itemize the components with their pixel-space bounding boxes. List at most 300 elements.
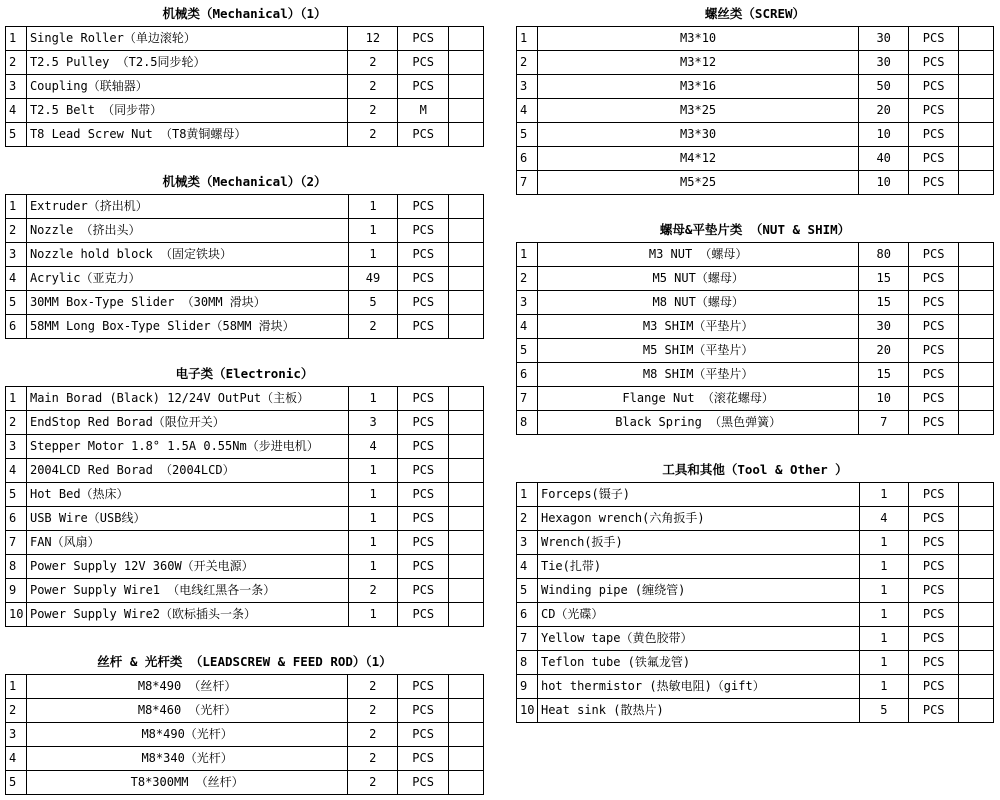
item-unit: PCS: [909, 147, 959, 171]
row-index: 5: [517, 123, 538, 147]
item-unit: PCS: [909, 363, 959, 387]
item-name: Wrench(扳手): [537, 531, 859, 555]
row-index: 5: [6, 291, 27, 315]
item-quantity: 2: [348, 771, 398, 795]
table-row: [6, 291, 484, 315]
item-name: M3 NUT （螺母）: [537, 243, 858, 267]
item-name: Coupling（联轴器）: [26, 75, 348, 99]
blank-cell: [959, 531, 994, 555]
item-unit: PCS: [909, 675, 959, 699]
row-index: 9: [6, 579, 27, 603]
table-row: [6, 219, 484, 243]
item-name: Tie(扎带): [537, 555, 859, 579]
blank-cell: [449, 747, 484, 771]
item-unit: PCS: [909, 339, 959, 363]
item-quantity: 1: [348, 483, 398, 507]
blank-cell: [449, 123, 484, 147]
section-title: 工具和其他（Tool & Other ）: [662, 462, 848, 477]
row-index: 1: [6, 195, 27, 219]
row-index: 4: [6, 747, 27, 771]
item-unit: PCS: [909, 387, 959, 411]
table-row: [517, 27, 994, 51]
blank-cell: [959, 387, 994, 411]
row-index: 4: [517, 99, 538, 123]
row-index: 2: [6, 411, 27, 435]
blank-cell: [449, 483, 484, 507]
item-unit: PCS: [909, 603, 959, 627]
table-row: [517, 483, 994, 507]
item-quantity: 1: [859, 579, 909, 603]
item-name: Hot Bed（热床）: [26, 483, 348, 507]
item-name: Power Supply Wire1 （电线红黑各一条）: [26, 579, 348, 603]
item-name: M8*340（光杆）: [26, 747, 347, 771]
row-index: 8: [517, 411, 538, 435]
table-row: [6, 195, 484, 219]
row-index: 7: [517, 387, 538, 411]
item-name: Forceps(镊子): [537, 483, 859, 507]
item-quantity: 2: [348, 675, 398, 699]
item-unit: PCS: [909, 243, 959, 267]
table-row: [517, 579, 994, 603]
blank-cell: [449, 507, 484, 531]
item-quantity: 2: [348, 123, 398, 147]
section-title: 螺母&平垫片类 （NUT & SHIM）: [659, 222, 851, 237]
item-name: M8*460 （光杆）: [26, 699, 347, 723]
table-row: [6, 603, 484, 627]
item-quantity: 40: [859, 147, 909, 171]
item-unit: PCS: [398, 771, 449, 795]
table-row: [517, 699, 994, 723]
row-index: 5: [6, 123, 27, 147]
item-name: M3*30: [537, 123, 858, 147]
item-quantity: 15: [859, 291, 909, 315]
table-row: [517, 291, 994, 315]
item-quantity: 1: [348, 459, 398, 483]
blank-cell: [959, 27, 994, 51]
item-name: EndStop Red Borad（限位开关）: [26, 411, 348, 435]
row-index: 10: [517, 699, 538, 723]
row-index: 1: [6, 675, 27, 699]
table-row: [517, 147, 994, 171]
blank-cell: [959, 267, 994, 291]
blank-cell: [449, 675, 484, 699]
item-name: M4*12: [537, 147, 858, 171]
item-unit: PCS: [909, 27, 959, 51]
row-index: 6: [517, 363, 538, 387]
item-unit: PCS: [398, 267, 449, 291]
item-quantity: 49: [348, 267, 398, 291]
table-row: [6, 27, 484, 51]
row-index: 9: [517, 675, 538, 699]
item-unit: PCS: [398, 219, 449, 243]
item-quantity: 30: [859, 51, 909, 75]
item-unit: PCS: [398, 459, 449, 483]
parts-table: [5, 26, 484, 147]
item-unit: PCS: [398, 291, 449, 315]
table-row: [6, 51, 484, 75]
item-unit: PCS: [398, 411, 449, 435]
row-index: 3: [6, 723, 27, 747]
item-unit: PCS: [398, 315, 449, 339]
item-name: M8*490（光杆）: [26, 723, 347, 747]
item-unit: PCS: [909, 411, 959, 435]
row-index: 6: [6, 507, 27, 531]
item-unit: PCS: [909, 171, 959, 195]
row-index: 4: [6, 459, 27, 483]
blank-cell: [959, 555, 994, 579]
row-index: 1: [517, 27, 538, 51]
item-name: 30MM Box-Type Slider （30MM 滑块）: [26, 291, 348, 315]
blank-cell: [449, 555, 484, 579]
row-index: 6: [517, 147, 538, 171]
item-name: Hexagon wrench(六角扳手): [537, 507, 859, 531]
table-row: [6, 243, 484, 267]
item-name: T8*300MM （丝杆）: [26, 771, 347, 795]
item-name: T2.5 Pulley （T2.5同步轮）: [26, 51, 348, 75]
blank-cell: [959, 75, 994, 99]
table-row: [6, 507, 484, 531]
item-quantity: 80: [859, 243, 909, 267]
row-index: 8: [517, 651, 538, 675]
item-name: M8*490 （丝杆）: [26, 675, 347, 699]
blank-cell: [959, 291, 994, 315]
table-row: [6, 771, 484, 795]
row-index: 2: [517, 507, 538, 531]
item-unit: PCS: [398, 675, 449, 699]
item-name: 2004LCD Red Borad （2004LCD）: [26, 459, 348, 483]
row-index: 5: [6, 483, 27, 507]
table-row: [6, 531, 484, 555]
row-index: 2: [517, 267, 538, 291]
table-row: [517, 675, 994, 699]
blank-cell: [449, 459, 484, 483]
row-index: 1: [6, 27, 27, 51]
item-quantity: 2: [348, 51, 398, 75]
table-row: [6, 675, 484, 699]
item-name: M5 SHIM（平垫片）: [537, 339, 858, 363]
row-index: 8: [6, 555, 27, 579]
blank-cell: [959, 603, 994, 627]
item-quantity: 2: [348, 99, 398, 123]
item-quantity: 1: [859, 651, 909, 675]
item-quantity: 10: [859, 387, 909, 411]
item-name: Power Supply 12V 360W（开关电源）: [26, 555, 348, 579]
item-unit: PCS: [398, 27, 449, 51]
parts-table: [5, 194, 484, 339]
table-row: [6, 555, 484, 579]
item-name: Acrylic（亚克力）: [26, 267, 348, 291]
item-unit: PCS: [909, 123, 959, 147]
item-unit: PCS: [909, 555, 959, 579]
item-name: M8 NUT（螺母）: [537, 291, 858, 315]
blank-cell: [449, 195, 484, 219]
table-row: [6, 75, 484, 99]
blank-cell: [449, 75, 484, 99]
blank-cell: [449, 699, 484, 723]
blank-cell: [449, 723, 484, 747]
item-quantity: 30: [859, 315, 909, 339]
item-name: hot thermistor (热敏电阻)（gift）: [537, 675, 859, 699]
section-title: 机械类（Mechanical）（1）: [162, 6, 327, 21]
item-unit: PCS: [398, 555, 449, 579]
blank-cell: [449, 291, 484, 315]
table-row: [517, 123, 994, 147]
item-quantity: 2: [348, 723, 398, 747]
table-row: [6, 267, 484, 291]
parts-table: [516, 482, 994, 723]
item-unit: PCS: [909, 267, 959, 291]
table-row: [6, 483, 484, 507]
item-quantity: 1: [859, 675, 909, 699]
item-name: Extruder（挤出机）: [26, 195, 348, 219]
item-quantity: 2: [348, 699, 398, 723]
table-row: [517, 171, 994, 195]
item-unit: PCS: [398, 75, 449, 99]
blank-cell: [959, 171, 994, 195]
blank-cell: [449, 387, 484, 411]
item-name: M3*10: [537, 27, 858, 51]
table-row: [6, 747, 484, 771]
item-quantity: 2: [348, 315, 398, 339]
item-unit: PCS: [909, 531, 959, 555]
row-index: 1: [517, 243, 538, 267]
blank-cell: [959, 315, 994, 339]
item-unit: PCS: [398, 243, 449, 267]
item-quantity: 15: [859, 363, 909, 387]
item-name: 58MM Long Box-Type Slider（58MM 滑块）: [26, 315, 348, 339]
item-unit: PCS: [398, 579, 449, 603]
blank-cell: [449, 603, 484, 627]
blank-cell: [449, 27, 484, 51]
item-name: Power Supply Wire2（欧标插头一条）: [26, 603, 348, 627]
parts-table: [5, 386, 484, 627]
table-row: [6, 315, 484, 339]
item-quantity: 1: [348, 387, 398, 411]
item-quantity: 20: [859, 99, 909, 123]
parts-table: [516, 26, 994, 195]
table-row: [517, 267, 994, 291]
row-index: 6: [517, 603, 538, 627]
table-row: [517, 51, 994, 75]
blank-cell: [959, 51, 994, 75]
item-name: M8 SHIM（平垫片）: [537, 363, 858, 387]
blank-cell: [959, 579, 994, 603]
item-name: Black Spring （黑色弹簧）: [537, 411, 858, 435]
parts-table: [5, 674, 484, 795]
item-quantity: 1: [348, 603, 398, 627]
table-row: [517, 555, 994, 579]
row-index: 4: [517, 315, 538, 339]
row-index: 4: [6, 267, 27, 291]
item-name: T2.5 Belt （同步带）: [26, 99, 348, 123]
section-title: 螺丝类（SCREW）: [704, 6, 806, 21]
row-index: 2: [6, 219, 27, 243]
item-unit: PCS: [909, 291, 959, 315]
table-row: [517, 387, 994, 411]
table-row: [517, 411, 994, 435]
table-row: [6, 435, 484, 459]
item-quantity: 10: [859, 171, 909, 195]
item-name: Nozzle （挤出头）: [26, 219, 348, 243]
table-row: [517, 507, 994, 531]
item-name: Single Roller（单边滚轮）: [26, 27, 348, 51]
table-row: [517, 99, 994, 123]
item-name: Teflon tube (铁氟龙管): [537, 651, 859, 675]
item-quantity: 2: [348, 747, 398, 771]
item-quantity: 1: [348, 555, 398, 579]
blank-cell: [959, 147, 994, 171]
row-index: 3: [6, 435, 27, 459]
item-name: M3*25: [537, 99, 858, 123]
row-index: 6: [6, 315, 27, 339]
blank-cell: [959, 651, 994, 675]
item-name: FAN（风扇）: [26, 531, 348, 555]
table-row: [6, 123, 484, 147]
row-index: 2: [517, 51, 538, 75]
parts-table: [516, 242, 994, 435]
item-unit: PCS: [909, 651, 959, 675]
item-quantity: 5: [348, 291, 398, 315]
blank-cell: [959, 675, 994, 699]
blank-cell: [959, 507, 994, 531]
section-title: 电子类（Electronic）: [175, 366, 314, 381]
table-row: [6, 411, 484, 435]
item-quantity: 4: [348, 435, 398, 459]
row-index: 7: [6, 531, 27, 555]
blank-cell: [959, 699, 994, 723]
blank-cell: [449, 267, 484, 291]
item-name: M3 SHIM（平垫片）: [537, 315, 858, 339]
item-name: Flange Nut （滚花螺母）: [537, 387, 858, 411]
item-quantity: 2: [348, 75, 398, 99]
item-quantity: 7: [859, 411, 909, 435]
blank-cell: [959, 99, 994, 123]
item-unit: PCS: [909, 579, 959, 603]
blank-cell: [449, 579, 484, 603]
blank-cell: [959, 627, 994, 651]
item-unit: PCS: [398, 723, 449, 747]
table-row: [6, 579, 484, 603]
item-quantity: 1: [859, 483, 909, 507]
item-unit: PCS: [398, 387, 449, 411]
item-unit: PCS: [909, 483, 959, 507]
item-quantity: 2: [348, 579, 398, 603]
row-index: 10: [6, 603, 27, 627]
table-row: [517, 243, 994, 267]
item-unit: PCS: [909, 315, 959, 339]
item-name: Stepper Motor 1.8° 1.5A 0.55Nm（步进电机）: [26, 435, 348, 459]
table-row: [517, 75, 994, 99]
item-unit: PCS: [398, 51, 449, 75]
item-unit: PCS: [398, 531, 449, 555]
blank-cell: [449, 99, 484, 123]
item-unit: PCS: [909, 75, 959, 99]
blank-cell: [449, 411, 484, 435]
item-quantity: 1: [859, 555, 909, 579]
item-unit: M: [398, 99, 449, 123]
item-quantity: 20: [859, 339, 909, 363]
item-quantity: 1: [348, 243, 398, 267]
item-quantity: 50: [859, 75, 909, 99]
row-index: 3: [517, 75, 538, 99]
item-name: Main Borad (Black) 12/24V OutPut（主板）: [26, 387, 348, 411]
item-quantity: 3: [348, 411, 398, 435]
item-name: USB Wire（USB线）: [26, 507, 348, 531]
section-title: 丝杆 & 光杆类 （LEADSCREW & FEED ROD）（1）: [97, 654, 392, 669]
item-unit: PCS: [398, 195, 449, 219]
row-index: 2: [6, 51, 27, 75]
blank-cell: [449, 435, 484, 459]
item-unit: PCS: [909, 99, 959, 123]
blank-cell: [449, 531, 484, 555]
item-quantity: 1: [859, 603, 909, 627]
table-row: [6, 723, 484, 747]
item-quantity: 1: [859, 627, 909, 651]
item-unit: PCS: [909, 51, 959, 75]
item-unit: PCS: [909, 627, 959, 651]
item-quantity: 10: [859, 123, 909, 147]
item-unit: PCS: [398, 747, 449, 771]
item-quantity: 30: [859, 27, 909, 51]
item-name: M3*16: [537, 75, 858, 99]
row-index: 5: [517, 579, 538, 603]
blank-cell: [449, 243, 484, 267]
item-unit: PCS: [398, 699, 449, 723]
blank-cell: [959, 411, 994, 435]
item-unit: PCS: [398, 435, 449, 459]
row-index: 3: [517, 531, 538, 555]
item-name: M5 NUT（螺母）: [537, 267, 858, 291]
table-row: [6, 387, 484, 411]
item-unit: PCS: [398, 507, 449, 531]
item-name: Nozzle hold block （固定铁块）: [26, 243, 348, 267]
row-index: 7: [517, 627, 538, 651]
blank-cell: [959, 123, 994, 147]
table-row: [6, 699, 484, 723]
blank-cell: [449, 771, 484, 795]
item-name: T8 Lead Screw Nut （T8黄铜螺母）: [26, 123, 348, 147]
row-index: 2: [6, 699, 27, 723]
blank-cell: [449, 51, 484, 75]
item-unit: PCS: [398, 483, 449, 507]
table-row: [6, 99, 484, 123]
item-name: CD（光碟）: [537, 603, 859, 627]
table-row: [517, 363, 994, 387]
item-unit: PCS: [909, 507, 959, 531]
blank-cell: [449, 315, 484, 339]
row-index: 5: [517, 339, 538, 363]
item-name: Winding pipe (缠绕管): [537, 579, 859, 603]
row-index: 3: [6, 243, 27, 267]
table-row: [517, 339, 994, 363]
table-row: [6, 459, 484, 483]
blank-cell: [959, 363, 994, 387]
blank-cell: [449, 219, 484, 243]
blank-cell: [959, 483, 994, 507]
item-name: M5*25: [537, 171, 858, 195]
table-row: [517, 315, 994, 339]
item-quantity: 12: [348, 27, 398, 51]
row-index: 1: [517, 483, 538, 507]
table-row: [517, 603, 994, 627]
item-unit: PCS: [398, 603, 449, 627]
row-index: 3: [6, 75, 27, 99]
item-quantity: 15: [859, 267, 909, 291]
item-name: Yellow tape（黄色胶带）: [537, 627, 859, 651]
item-quantity: 4: [859, 507, 909, 531]
row-index: 7: [517, 171, 538, 195]
item-quantity: 1: [348, 195, 398, 219]
